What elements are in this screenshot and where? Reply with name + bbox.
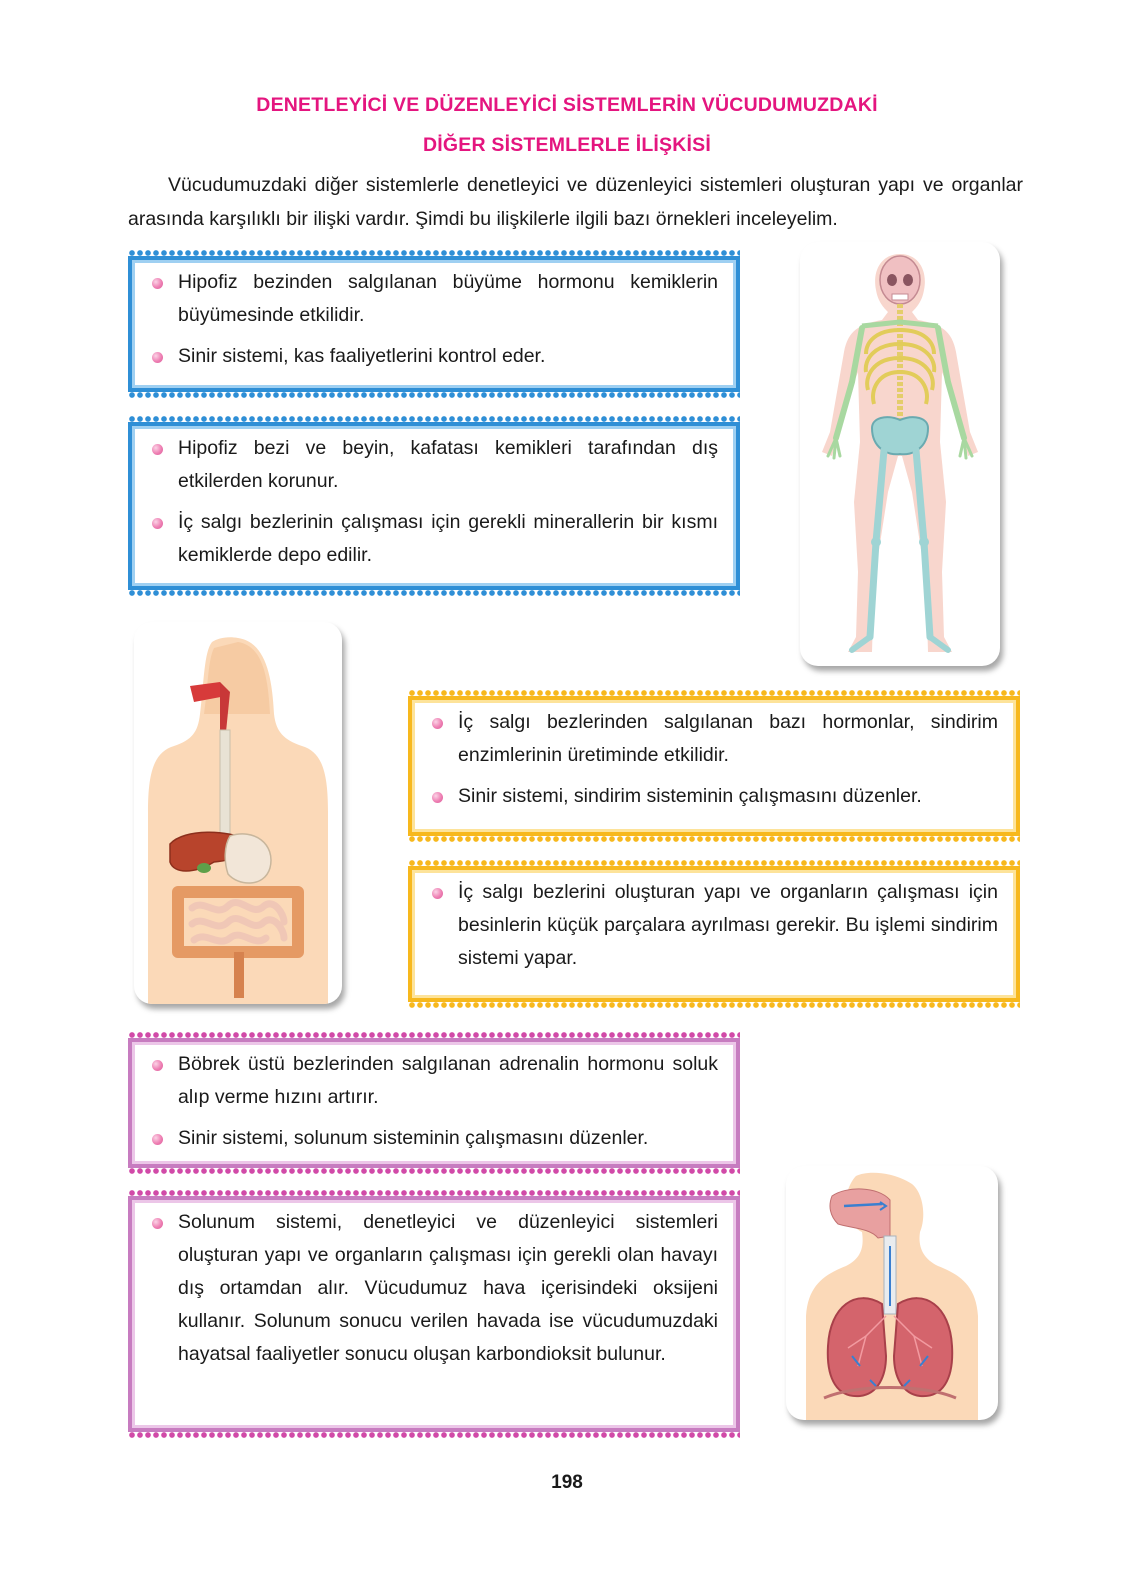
- bullet-icon: [432, 718, 443, 729]
- info-box-respiratory-2: [128, 1196, 740, 1432]
- bullet-icon: [432, 888, 443, 899]
- respiratory-system-icon: [786, 1166, 998, 1420]
- bullet-icon: [152, 1218, 163, 1229]
- info-box-digestive-1: [408, 696, 1020, 836]
- list-item: Hipofiz bezi ve beyin, kafatası kemikleri tarafından dış etkilerden korunur.: [148, 432, 718, 498]
- bullet-icon: [152, 444, 163, 455]
- info-box-digestive-2: [408, 866, 1020, 1002]
- info-box-skeletal-2: [128, 422, 740, 590]
- bullet-icon: [432, 792, 443, 803]
- bullet-icon: [152, 1060, 163, 1071]
- bullet-icon: [152, 1134, 163, 1145]
- bullet-icon: [152, 278, 163, 289]
- list-item: Sinir sistemi, sindirim sisteminin çalışmasını düzenler.: [428, 780, 998, 813]
- bullet-icon: [152, 518, 163, 529]
- list-item: İç salgı bezlerinden salgılanan bazı hormonlar, sindirim enzimlerinin üretiminde etkilidir.: [428, 706, 998, 772]
- list-item: İç salgı bezlerinin çalışması için gerekli minerallerin bir kısmı kemiklerde depo edilir.: [148, 506, 718, 572]
- bullet-icon: [152, 352, 163, 363]
- skeleton-illustration: [800, 242, 1000, 666]
- digestive-system-illustration: [134, 622, 342, 1004]
- page-number: 198: [551, 1472, 583, 1493]
- list-item: Sinir sistemi, solunum sisteminin çalışmasını düzenler.: [148, 1122, 718, 1155]
- info-box-respiratory-1: [128, 1038, 740, 1168]
- respiratory-system-illustration: [786, 1166, 998, 1420]
- list-item: İç salgı bezlerini oluşturan yapı ve organların çalışması için besinlerin küçük parçalara ayrılması gerekir. Bu işlemi sindirim sistemi yapar.: [428, 876, 998, 975]
- list-item: Sinir sistemi, kas faaliyetlerini kontrol eder.: [148, 340, 718, 373]
- skeleton-icon: [800, 242, 1000, 666]
- info-box-skeletal-1: [128, 256, 740, 392]
- list-item: Böbrek üstü bezlerinden salgılanan adrenalin hormonu soluk alıp verme hızını artırır.: [148, 1048, 718, 1114]
- intro-paragraph: [128, 168, 1023, 236]
- list-item: Hipofiz bezinden salgılanan büyüme hormonu kemiklerin büyümesinde etkilidir.: [148, 266, 718, 332]
- list-item: Solunum sistemi, denetleyici ve düzenleyici sistemleri oluşturan yapı ve organların çalışması için gerekli olan havayı dış ortamdan alır. Vücudumuz hava içerisindeki oksijeni kullanır. Solunum sonucu verilen havada ise vücudumuzdaki hayatsal faaliyetler sonucu oluşan karbondioksit bulunur.: [148, 1206, 718, 1371]
- intro-text: Vücudumuzdaki diğer sistemlerle denetleyici ve düzenleyici sistemleri oluşturan yapı ve organlar arasında karşılıklı bir ilişki vardır. Şimdi bu ilişkilerle ilgili bazı örnekleri inceleyelim.: [128, 174, 1023, 230]
- page-title-line-1: DENETLEYİCİ VE DÜZENLEYİCİ SİSTEMLERİN VÜCUDUMUZDAKİ: [256, 94, 878, 116]
- digestive-system-icon: [134, 622, 342, 1004]
- page-title-line-2: DİĞER SİSTEMLERLE İLİŞKİSİ: [423, 134, 711, 156]
